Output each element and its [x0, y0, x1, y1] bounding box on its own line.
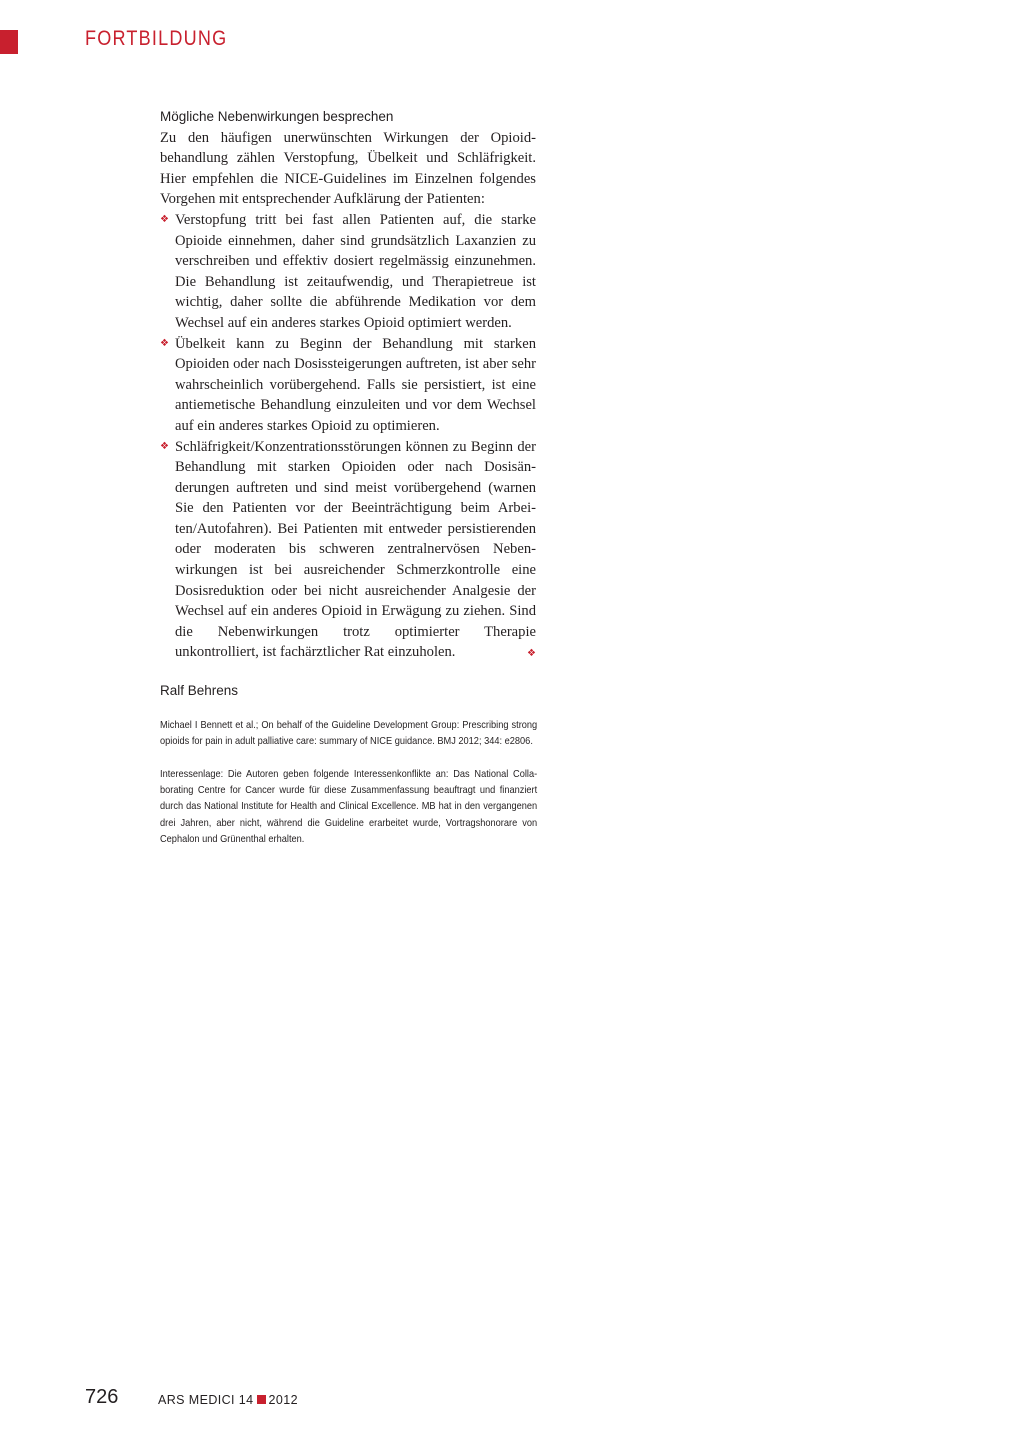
- journal-year: 2012: [268, 1393, 298, 1407]
- article-column: [160, 107, 536, 847]
- bullet-text: Schläfrigkeit/Konzentrationsstörungen können zu Beginn der Behandlung mit starken Opioiden oder nach Dosisänderungen auftreten und sind meist vorübergehend (warnen Sie den Patienten vor der Beeinträchtigung beim Arbeiten/Autofahren). Bei Patienten mit entweder persistierenden oder moderaten bis schweren zentralnervösen Nebenwirkungen ist bei ausreichender Schmerzkontrolle eine Dosisreduktion oder bei nicht ausreichender Analgesie der Wechsel auf ein anderes Opioid in Erwägung zu ziehen. Sind die Nebenwirkungen trotz optimierter Therapie unkontrolliert, ist fachärztlicher Rat einzuholen.: [175, 438, 536, 661]
- red-diamond-end-icon: ❖: [527, 648, 536, 660]
- journal-name: ARS MEDICI 14: [158, 1393, 254, 1407]
- bullet-text: Verstopfung tritt bei fast allen Patienten auf, die starke Opioide einnehmen, daher sind grundsätzlich Laxanzien zu verschreiben und effektiv dosiert regelmässig einzunehmen. Die Behandlung ist zeitaufwendig, und Therapietreue ist wichtig, daher sollte die abführende Medikation vor dem Wechsel auf ein anderes starkes Opioid optimiert werden.: [175, 211, 536, 331]
- red-diamond-bullet-icon: ❖: [160, 213, 169, 225]
- red-square-icon: [257, 1395, 266, 1404]
- red-diamond-bullet-icon: ❖: [160, 440, 169, 452]
- article-intro: Zu den häufigen unerwünschten Wirkungen der Opioidbehandlung zählen Verstopfung, Übelkeit und Schläfrigkeit. Hier empfehlen die NICE-Guidelines im Einzelnen folgendes Vorgehen mit entsprechender Aufklärung der Patienten:: [160, 129, 536, 208]
- article-author: Ralf Behrens: [160, 683, 239, 699]
- page-number: 726: [85, 1386, 119, 1408]
- list-item: [160, 334, 536, 437]
- section-title: FORTBILDUNG: [85, 27, 228, 50]
- bullet-list: [160, 210, 536, 663]
- list-item: [160, 437, 536, 664]
- conflict-of-interest-note: Interessenlage: Die Autoren geben folgende Interessenkonflikte an: Das National Collaborating Centre for Cancer wurde für diese Zusammenfassung beauftragt und finanziert durch das National Institute for Health and Clinical Excellence. MB hat in den vergangenen drei Jahren, aber nicht, während die Guideline erarbeitet wurde, Vortragshonorare von Cephalon und Grünenthal erhalten.: [160, 767, 538, 845]
- list-item: [160, 210, 536, 334]
- footer-journal: [158, 1393, 298, 1407]
- article-subheading: Mögliche Nebenwirkungen besprechen: [160, 109, 394, 124]
- article-reference: Michael I Bennett et al.; On behalf of the Guideline Development Group: Prescribing strong opioids for pain in adult palliative care: summary of NICE guidance. BMJ 2012; 344: e2806.: [160, 719, 538, 748]
- red-diamond-bullet-icon: ❖: [160, 337, 169, 349]
- section-marker: [0, 30, 18, 54]
- bullet-text: Übelkeit kann zu Beginn der Behandlung mit starken Opioiden oder nach Dosissteigerungen auftreten, ist aber sehr wahrscheinlich vorübergehend. Falls sie persistiert, ist eine antiemetische Behandlung einzuleiten und vor dem Wechsel auf ein anderes starkes Opioid zu optimieren.: [175, 335, 536, 434]
